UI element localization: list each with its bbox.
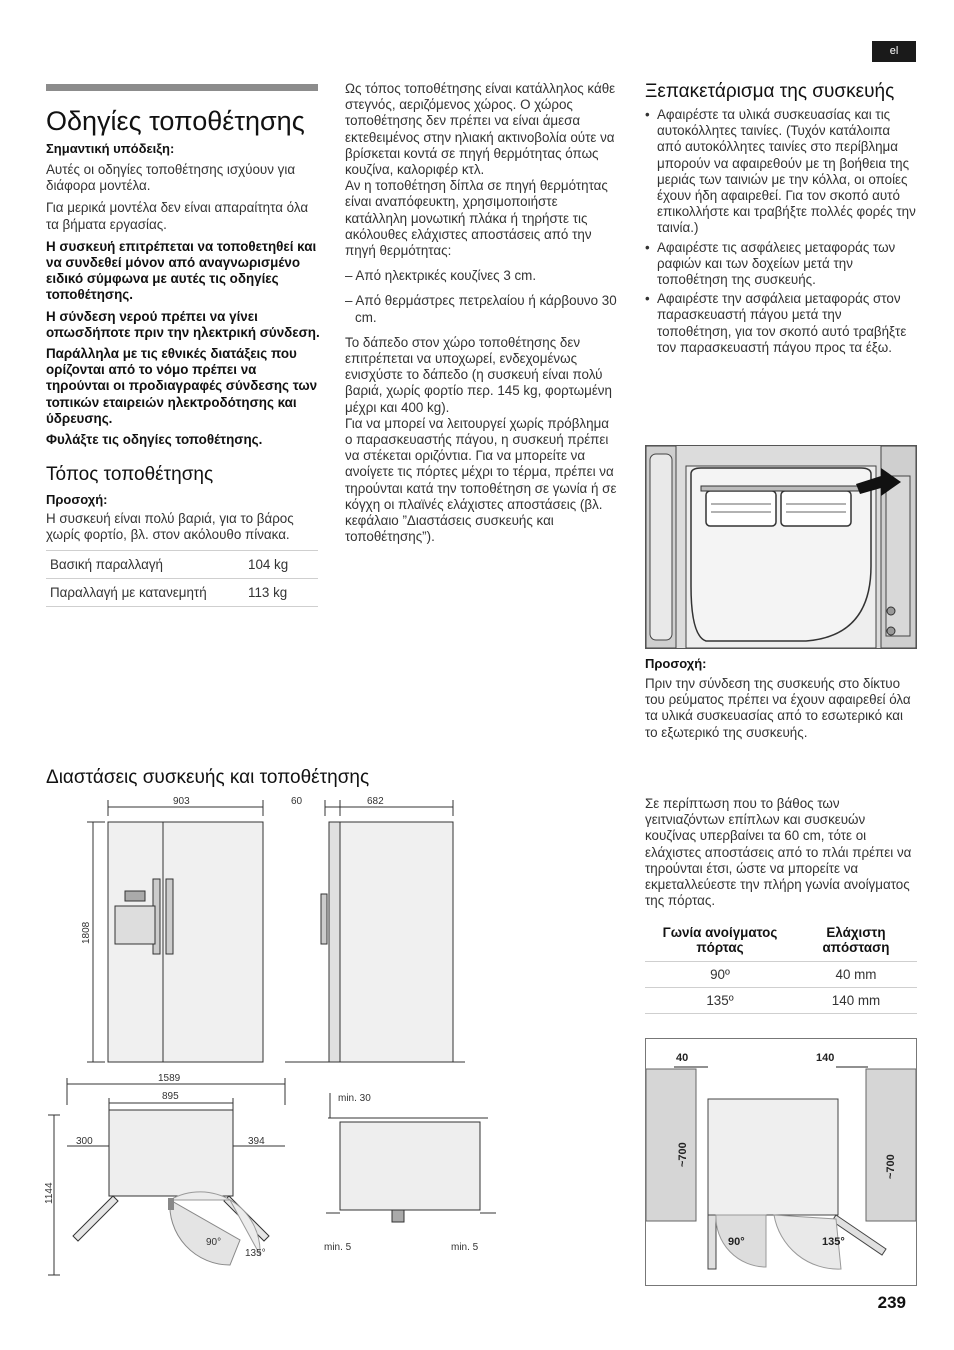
keep-instructions: Φυλάξτε τις οδηγίες τοποθέτησης.	[46, 432, 263, 448]
column-3	[645, 81, 917, 359]
list-item: • Αφαιρέστε τα υλικά συσκευασίας και τις αυτοκόλλητες ταινίες. (Τυχόν κατάλοιπα από αυτοκόλλητες ταινίες στο περίβλημα μπορούν να αφαιρεθούν με τη βοήθεια της μεριάς των ταινιών με την κόλλα, οι οποίες έχουν ήδη αφαιρεθεί. Για τον σκοπό αυτό επικολλήστε και τραβήξτε πολλές φορές την ταινία.)	[657, 107, 917, 237]
distance-cell: 140 mm	[795, 988, 917, 1014]
corner-angle-90: 90°	[728, 1236, 745, 1248]
unpacking-heading: Ξεπακετάρισμα της συσκευής	[645, 81, 895, 102]
column-1	[46, 106, 321, 607]
warning-water: Η σύνδεση νερού πρέπει να γίνει οπωσδήποτε πριν την ηλεκτρική σύνδεση.	[46, 308, 320, 340]
page-number: 239	[877, 1293, 906, 1312]
weight-cell: 104 kg	[244, 550, 318, 578]
corner-depth-left: ~700	[677, 1142, 689, 1167]
depth-block	[645, 796, 917, 1014]
intro-paragraph-1: Αυτές οι οδηγίες τοποθέτησης ισχύουν για διάφορα μοντέλα.	[46, 162, 296, 194]
corner-angle-135: 135°	[822, 1236, 845, 1248]
corner-illustration	[646, 1039, 916, 1285]
weight-note: Η συσκευή είναι πολύ βαριά, για το βάρος χωρίς φορτίο, βλ. στον ακόλουθο πίνακα.	[46, 511, 294, 543]
dim-min30: min. 30	[338, 1093, 371, 1104]
intro-paragraph-2: Για μερικά μοντέλα δεν είναι απαραίτητα όλα τα βήματα εργασίας.	[46, 200, 309, 232]
caution-block	[645, 656, 917, 741]
variant-cell: Παραλλαγή με κατανεμητή	[46, 578, 244, 606]
dim-width: 903	[173, 796, 190, 807]
column-2	[345, 81, 620, 545]
plan-view-drawing	[40, 1070, 310, 1280]
location-heading: Τόπος τοποθέτησης	[46, 464, 214, 486]
depth-paragraph: Σε περίπτωση που το βάθος των γειτνιαζόντων επίπλων και συσκευών κουζίνας υπερβαίνει τα 60 cm, τότε οι ελάχιστες αποστάσεις από το πλάι πρέπει να τηρούνται έτσι, ώστε να μπορείτε να εκμεταλλεύεστε την πλήρη γωνία ανοίγματος της πόρτας.	[645, 796, 912, 909]
caution-label: Προσοχή:	[46, 492, 108, 508]
unpacking-list	[645, 107, 917, 356]
section-bar	[46, 84, 318, 91]
table-row	[645, 988, 917, 1014]
dim-open-width: 1589	[158, 1073, 181, 1084]
caution-packaging: Πριν την σύνδεση της συσκευής στο δίκτυο του ρεύματος πρέπει να έχουν αφαιρεθεί όλα τα υλικά συσκευασίας από το εσωτερικό και το εξωτερικό της συσκευής.	[645, 676, 911, 740]
weight-cell: 113 kg	[244, 578, 318, 606]
corner-left-gap: 40	[676, 1052, 689, 1064]
distance-oil: – Από θερμάστρες πετρελαίου ή κάρβουνο 30 cm.	[345, 293, 617, 325]
angle-90-label: 90°	[206, 1237, 222, 1248]
location-paragraph-2: Αν η τοποθέτηση δίπλα σε πηγή θερμότητας είναι αναπόφευκτη, χρησιμοποιήστε κατάλληλη μονωτική πλάκα ή τηρήστε τις ακόλουθες ελάχιστες αποστάσεις από την πηγή θερμότητας:	[345, 178, 608, 259]
table-row	[645, 962, 917, 988]
table-row	[46, 550, 318, 578]
variant-cell: Βασική παραλλαγή	[46, 550, 244, 578]
list-item: • Αφαιρέστε την ασφάλεια μεταφοράς στον παρασκευαστή πάγου μετά την τοποθέτηση, για τον σκοπό αυτό τραβήξτε τον παρασκευαστή πάγου προς τα έξω.	[657, 291, 917, 356]
page-title: Οδηγίες τοποθέτησης	[46, 106, 305, 136]
angle-135-label: 135°	[245, 1248, 266, 1259]
distance-electric: – Από ηλεκτρικές κουζίνες 3 cm.	[345, 268, 537, 284]
important-label: Σημαντική υπόδειξη:	[46, 141, 175, 156]
distance-cell: 40 mm	[795, 962, 917, 988]
table-row	[46, 578, 318, 606]
side-view-drawing	[285, 794, 465, 1069]
list-item: • Αφαιρέστε τις ασφάλειες μεταφοράς των ραφιών και των δοχείων μετά την τοποθέτηση της συσκευής.	[657, 240, 917, 289]
clearance-view-drawing	[318, 1088, 503, 1258]
icemaker-illustration	[646, 446, 916, 648]
header-distance: Ελάχιστη απόσταση	[822, 925, 890, 956]
location-paragraph-1: Ως τόπος τοποθέτησης είναι κατάλληλος κάθε στεγνός, αεριζόμενος χώρος. Ο χώρος τοποθέτησης δεν πρέπει να είναι άμεσα εκτεθειμένος στην ηλιακή ακτινοβολία ούτε να βρίσκεται κοντά σε πηγή θερμότητας όπως κουζίνα, καλοριφέρ κτλ.	[345, 81, 616, 178]
warning-installer: Η συσκευή επιτρέπεται να τοποθετηθεί και να συνδεθεί μόνον από αναγνωρισμένο ειδικό σύμφωνα με αυτές τις οδηγίες τοποθέτησης.	[46, 238, 317, 303]
dim-min5-right: min. 5	[451, 1242, 479, 1253]
dim-body-width: 895	[162, 1091, 179, 1102]
angle-cell: 90º	[645, 962, 795, 988]
level-paragraph: Για να μπορεί να λειτουργεί χωρίς πρόβλημα ο παρασκευαστής πάγου, η συσκευή πρέπει να στέκεται οριζόντια. Για να μπορείτε να ανοίγετε τις πόρτες μέχρι το τέρμα, πρέπει να τηρούνται κατά την τοποθέτηση σε γωνία ή σε κόγχη οι πλαϊνές ελάχιστες αποστάσεις (βλ. κεφάλαιο ”Διαστάσεις συσκευής και τοποθέτησης”).	[345, 415, 617, 545]
dim-left-clear: 300	[76, 1136, 93, 1147]
caution-label-2: Προσοχή:	[645, 656, 707, 671]
warning-regulations: Παράλληλα με τις εθνικές διατάξεις που ορίζονται από το νόμο πρέπει να τηρούνται οι προδιαγραφές σύνδεσης των τοπικών εταιρειών ηλεκτροδότησης και ύδρευσης.	[46, 346, 318, 426]
icemaker-figure	[645, 445, 917, 649]
dim-height: 1808	[81, 921, 92, 944]
dim-min5-left: min. 5	[324, 1242, 352, 1253]
header-angle: Γωνία ανοίγματος πόρτας	[662, 925, 778, 956]
dim-depth: 682	[367, 796, 384, 807]
front-view-drawing	[75, 794, 275, 1069]
corner-right-gap: 140	[816, 1052, 835, 1064]
corner-figure	[645, 1038, 917, 1286]
dimensions-heading: Διαστάσεις συσκευής και τοποθέτησης	[46, 767, 370, 788]
weight-table	[46, 550, 318, 607]
dim-open-depth: 1144	[44, 1182, 55, 1204]
angle-cell: 135º	[645, 988, 795, 1014]
language-badge: el	[872, 41, 916, 62]
corner-depth-right: ~700	[885, 1154, 897, 1179]
floor-paragraph: Το δάπεδο στον χώρο τοποθέτησης δεν επιτρέπεται να υποχωρεί, ενδεχομένως ενισχύστε το δάπεδο (η συσκευή είναι πολύ βαριά, χωρίς φορτίο περ. 145 kg, φορτωμένη μέχρι και 400 kg).	[345, 334, 612, 415]
dim-right-clear: 394	[248, 1136, 265, 1147]
clearance-table	[645, 923, 917, 1014]
dim-gap: 60	[291, 796, 303, 807]
